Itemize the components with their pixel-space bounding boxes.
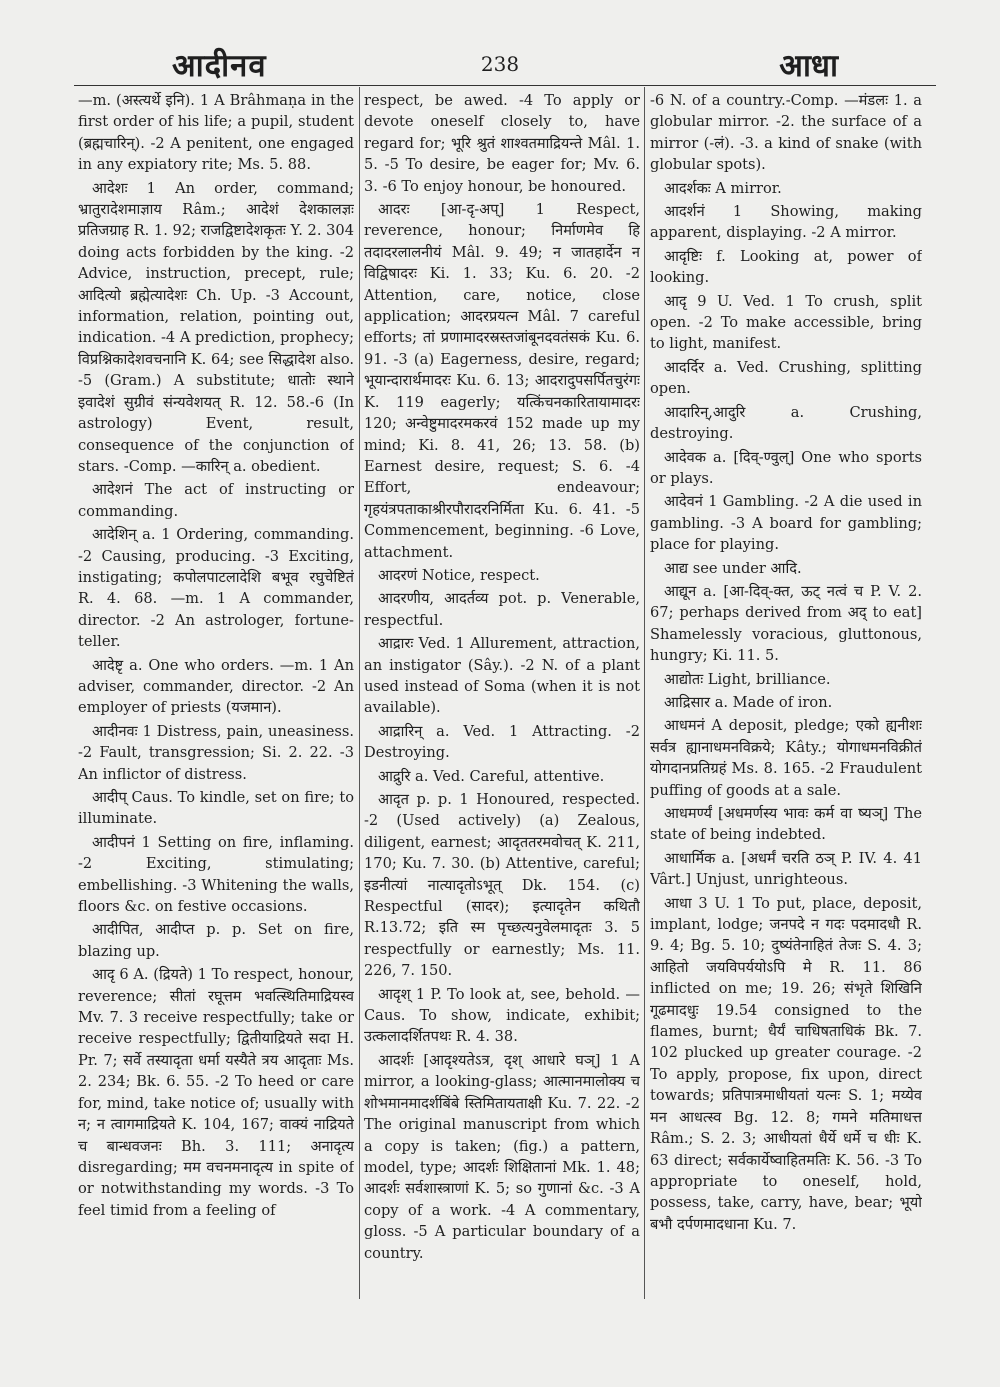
- column-divider: [359, 87, 360, 1299]
- dictionary-entry: आदेशनं The act of instructing or commanding.: [78, 481, 354, 520]
- dictionary-entry: आदेवनं 1 Gambling. -2 A die used in gambling. -3 A board for gambling; place for playing.: [650, 493, 922, 554]
- dictionary-entry: आदृष्टिः f. Looking at, power of looking.: [650, 247, 922, 287]
- dictionary-entry: आद्रिसार a. Made of iron.: [664, 693, 833, 711]
- dictionary-entry: —m. (अस्त्यर्थे इनि). 1 A Brâhmaṇa in the first order of his life; a pupil, student (ब्रह्मचारिन्). -2 A penitent, one engaged in any expiatory rite; Ms. 5. 88.: [78, 92, 354, 174]
- dictionary-entry: आदर्शनं 1 Showing, making apparent, displaying. -2 A mirror.: [650, 203, 922, 242]
- dictionary-entry: आदर्शः [आदृश्यतेऽत्र, दृश् आधारे घञ्] 1 A mirror, a looking-glass; आत्मानमालोक्य च शोभमानमादर्शबिंबे स्तिमितायताक्षी Ku. 7. 22. -2 The original manuscript from which a copy is taken; (fig.) a pattern, model, type; आदर्शः शिक्षितानां Mk. 1. 48; आदर्शः सर्वशास्त्राणां K. 5; so गुणानां &c. -3 A copy of a work. -4 A commentary, gloss. -5 A particular boundary of a country.: [364, 1051, 640, 1262]
- dictionary-entry: आदरः [आ-दृ-अप्] 1 Respect, reverence, honour; निर्माणमेव हि तदादरलालनीयं Mâl. 9. 49; न जातहार्देन न विद्विषादरः Ki. 1. 33; Ku. 6. 20. -2 Attention, care, notice, close application; आदरप्रयत्न Mâl. 7 careful efforts; तां प्रणामादरस्रस्तजांबूनदवतंसकं Ku. 6. 91. -3 (a) Eagerness, desire, regard; भूयान्दारार्थमादरः Ku. 6. 13; आदरादुपसर्पितचुरंगः K. 119 eagerly; यत्किंचनकारितायामादरः 120; अन्वेष्टुमादरमकरवं 152 made up my mind; Ki. 8. 41, 26; 13. 58. (b) Earnest desire, request; S. 6. -4 Effort, endeavour; गृहयंत्रपताकाश्रीरपौरादरनिर्मिता Ku. 6. 41. -5 Commencement, beginning. -6 Love, attachment.: [364, 201, 640, 561]
- dictionary-entry: आद्रुरि a. Ved. Careful, attentive.: [378, 767, 605, 785]
- right-guide-word: आधा: [779, 48, 838, 84]
- column-divider: [644, 87, 645, 1299]
- dictionary-entry: आद्रारिन् a. Ved. 1 Attracting. -2 Destroying.: [364, 722, 640, 762]
- dictionary-entry: आदर्शकः A mirror.: [664, 179, 782, 197]
- dictionary-entry: आदृत p. p. 1 Honoured, respected. -2 (Used actively) (a) Zealous, diligent, earnest; आदृततरमवोचत् K. 211, 170; Ku. 7. 30. (b) Attentive, careful; इडनीत्यां नात्यादृतोऽभूत् Dk. 154. (c) Respectful (सादर); इत्यादृतेन कथितौ R.13.72; इति स्म पृच्छत्यनुवेलमादृतः 3. 5 respectfully or earnestly; Ms. 11. 226, 7. 150.: [364, 791, 640, 980]
- dictionary-entry: आधमर्ण्यं [अधमर्णस्य भावः कर्म वा ष्यञ्] The state of being indebted.: [650, 805, 922, 844]
- column-2: [364, 90, 640, 1310]
- dictionary-entry: -6 N. of a country.-Comp. —मंडलः 1. a globular mirror. -2. the surface of a mirror (-लं). -3. a kind of snake (with globular spots).: [650, 92, 922, 174]
- dictionary-entry: आधार्मिक a. [अधर्मं चरति ठञ् P. IV. 4. 41 Vârt.] Unjust, unrighteous.: [650, 849, 922, 889]
- dictionary-entry: आद्रारः Ved. 1 Allurement, attraction, an instigator (Sây.). -2 N. of a plant used instead of Soma (when it is not available).: [364, 635, 640, 717]
- dictionary-entry: आदर्दिर a. Ved. Crushing, splitting open.: [650, 358, 922, 398]
- dictionary-entry: respect, be awed. -4 To apply or devote oneself closely to, have regard for; भूरि श्रुतं शाश्वतमाद्रियन्ते Mâl. 1. 5. -5 To desire, be eager for; Mv. 6. 3. -6 To enjoy honour, be honoured.: [364, 92, 640, 195]
- dictionary-entry: आदेवक a. [दिव्-ण्वुल्] One who sports or plays.: [650, 448, 922, 487]
- dictionary-entry: आदीपित, आदीप्त p. p. Set on fire, blazing up.: [78, 921, 354, 960]
- dictionary-entry: आदारिन्,आदुरि a. Crushing, destroying.: [650, 403, 922, 443]
- dictionary-entry: आदीप् Caus. To kindle, set on fire; to illuminate.: [78, 789, 354, 828]
- page-number: 238: [480, 52, 520, 76]
- dictionary-entry: आद्यून a. [आ-दिव्-क्त, ऊट् नत्वं च P. V. 2. 67; perhaps derived from अद् to eat] Shamelessly voracious, gluttonous, hungry; Ki. 11. 5.: [650, 582, 922, 665]
- dictionary-entry: आद्य see under आदि.: [664, 559, 802, 577]
- dictionary-entry: आदरणं Notice, respect.: [378, 566, 540, 584]
- dictionary-entry: आदेशिन् a. 1 Ordering, commanding. -2 Causing, producing. -3 Exciting, instigating; कपोलपाटलादेशि बभूव रघुचेष्टितं R. 4. 68. —m. 1 A commander, director. -2 An astrologer, fortune-teller.: [78, 526, 354, 651]
- dictionary-entry: आदेशः 1 An order, command; भ्रातुरादेशमाज्ञाय Râm.; आदेशं देशकालज्ञः प्रतिजग्राह R. 1. 92; राजद्विष्टादेशकृतः Y. 2. 304 doing acts forbidden by the king. -2 Advice, instruction, precept, rule; आदित्यो ब्रह्मेत्यादेशः Ch. Up. -3 Account, information, relation, pointing out, indication. -4 A prediction, prophecy; विप्रश्निकादेशवचनानि K. 64; see सिद्धादेश also. -5 (Gram.) A substitute; धातोः स्थाने इवादेशं सुग्रीवं संन्यवेशयत् R. 12. 58.-6 (In astrology) Event, result, consequence of the conjunction of stars. -Comp. —कारिन् a. obedient.: [78, 179, 354, 475]
- column-1: [78, 90, 354, 1310]
- dictionary-entry: आदृ 9 U. Ved. 1 To crush, split open. -2 To make accessible, bring to light, manifest.: [650, 292, 922, 353]
- dictionary-entry: आदीनवः 1 Distress, pain, uneasiness. -2 Fault, transgression; Si. 2. 22. -3 An inflictor of distress.: [78, 722, 354, 783]
- column-3: [650, 90, 922, 1310]
- dictionary-entry: आदृश् 1 P. To look at, see, behold. —Caus. To show, indicate, exhibit; उत्कलादर्शितपथः R. 4. 38.: [364, 985, 640, 1046]
- dictionary-entry: आदीपनं 1 Setting on fire, inflaming. -2 Exciting, stimulating; embellishing. -3 Whitening the walls, floors &c. on festive occasions.: [78, 833, 354, 916]
- dictionary-entry: आधा 3 U. 1 To put, place, deposit, implant, lodge; जनपदे न गदः पदमादधौ R. 9. 4; Bg. 5. 10; दुष्यंतेनाहितं तेजः S. 4. 3; आहितो जयविपर्ययोऽपि मे R. 11. 86 inflicted on me; 19. 26; संभृते शिखिनि गूढमादधुः 19.54 consigned to the flames, burnt; धैर्यं चाधिषताधिकं Bk. 7. 102 plucked up greater courage. -2 To apply, propose, fix upon, direct towards; प्रतिपात्रमाधीयतां यत्नः S. 1; मय्येव मन आधत्स्व Bg. 12. 8; गमने मतिमाधत्त Râm.; S. 2. 3; आधीयतां धैर्ये धर्मे च धीः K. 63 direct; सर्वकार्येष्वाहितमतिः K. 56. -3 To appropriate to oneself, hold, possess, take, carry, have, bear; भूयो बभौ दर्पणमादधाना Ku. 7.: [650, 894, 922, 1233]
- dictionary-entry: आधमनं A deposit, pledge; एको ह्यनीशः सर्वत्र ह्यानाधमनविक्रये; Kâty.; योगाधमनविक्रीतं योगदानप्रतिग्रहं Ms. 8. 165. -2 Fraudulent puffing of goods at a sale.: [650, 717, 922, 799]
- dictionary-entry: आदरणीय, आदर्तव्य pot. p. Venerable, respectful.: [364, 590, 640, 629]
- header-rule: [74, 85, 936, 86]
- dictionary-entry: आदृ 6 A. (द्रियते) 1 To respect, honour, reverence; सीतां रघूत्तम भवत्स्थितिमाद्रियस्व Mv. 7. 3 receive respectfully; take or receive respectfully; द्वितीयाद्रियते सदा H. Pr. 7; सर्वे तस्यादृता धर्मा यस्यैते त्रय आदृताः Ms. 2. 234; Bk. 6. 55. -2 To heed or care for, mind, take notice of; usually with न; न त्वागमाद्रियते K. 104, 167; वाक्यं नाद्रियते च बान्धवजनः Bh. 3. 111; अनादृत्य disregarding; मम वचनमनादृत्य in spite of or notwithstanding my words. -3 To feel timid from a feeling of: [78, 966, 354, 1219]
- dictionary-entry: आद्योतः Light, brilliance.: [664, 670, 831, 688]
- dictionary-entry: आदेष्टृ a. One who orders. —m. 1 An adviser, commander, director. -2 An employer of priests (यजमान).: [78, 656, 354, 717]
- left-guide-word: आदीनव: [172, 48, 267, 84]
- page-header: [72, 40, 928, 82]
